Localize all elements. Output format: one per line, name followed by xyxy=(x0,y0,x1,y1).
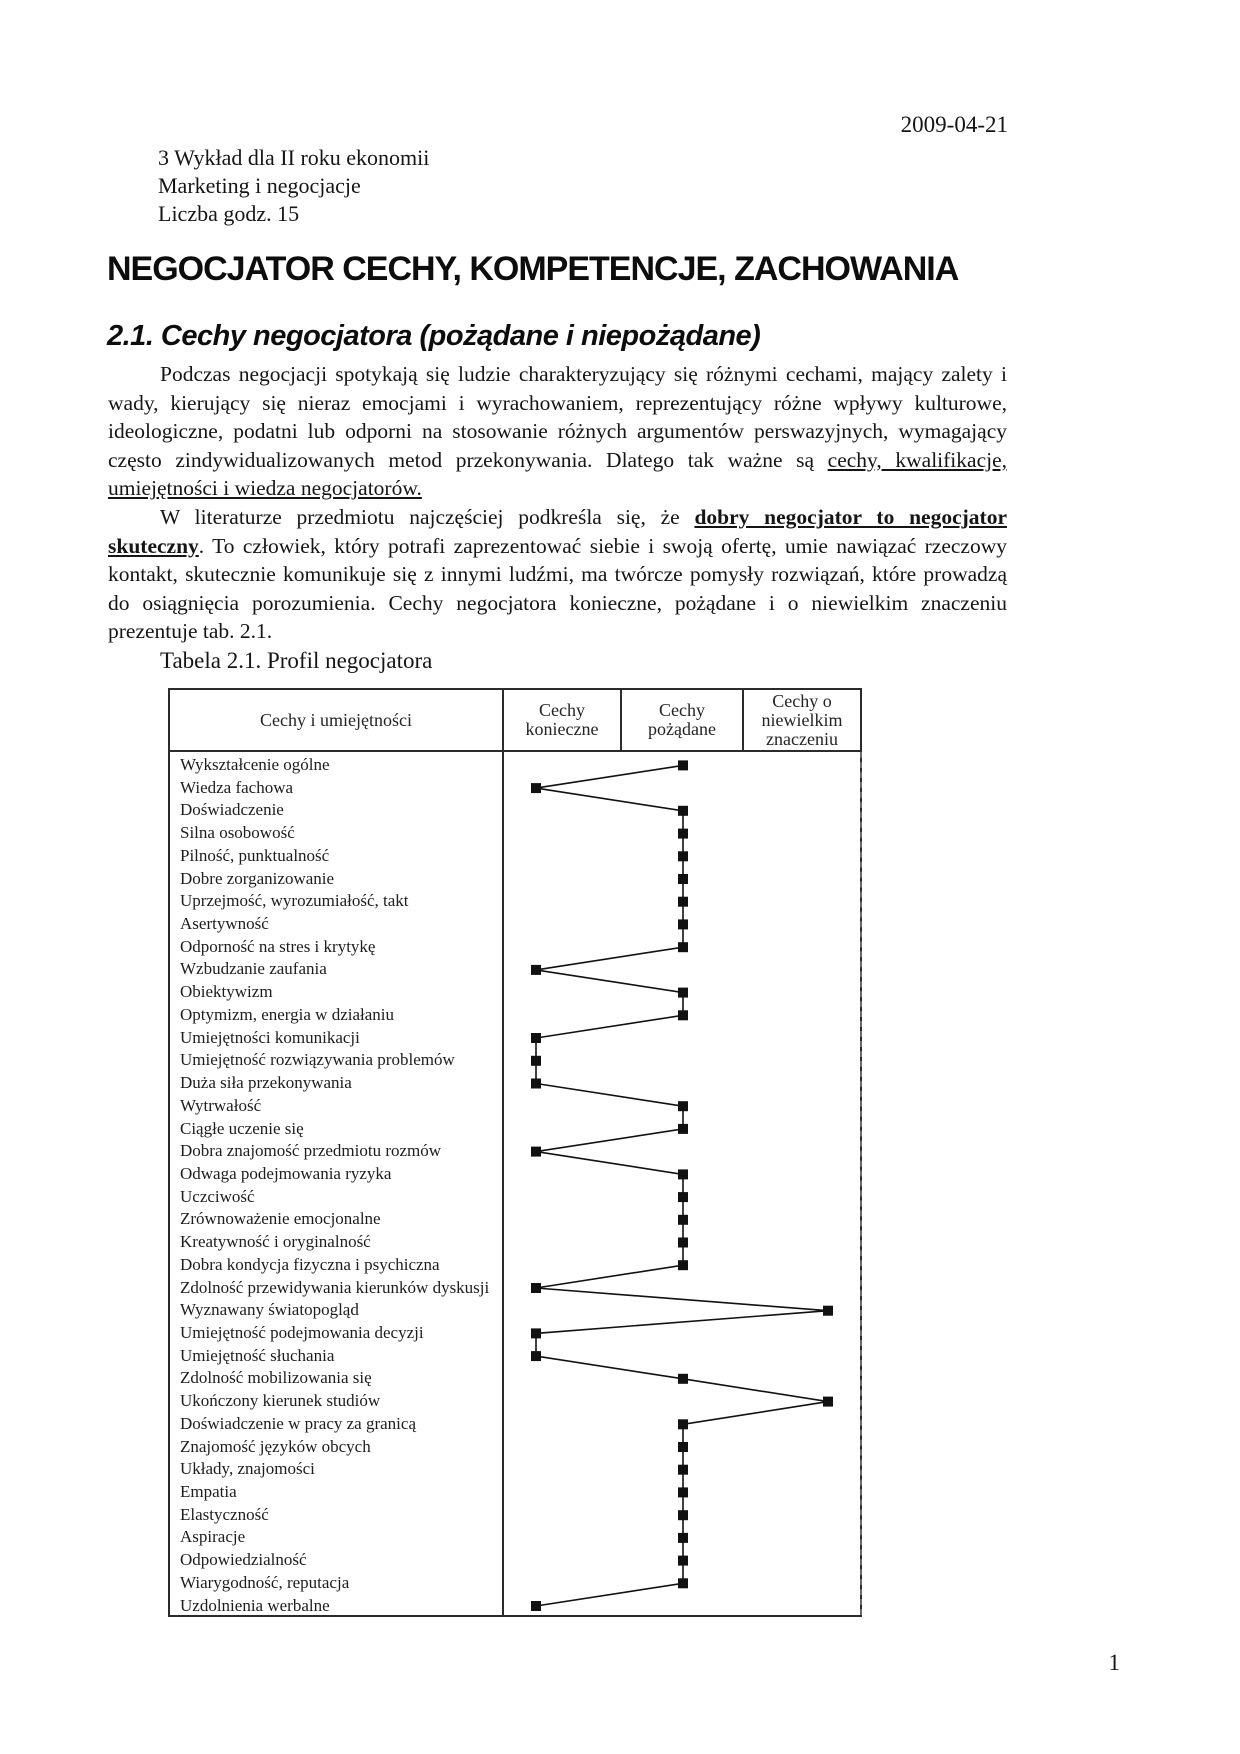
profile-marker xyxy=(531,1147,541,1157)
trait-row-label: Zrównoważenie emocjonalne xyxy=(180,1209,381,1229)
trait-row-label: Pilność, punktualność xyxy=(180,845,330,865)
col-header-desired: Cechy pożądane xyxy=(622,690,744,750)
profile-marker xyxy=(531,965,541,975)
course-info-line: Liczba godz. 15 xyxy=(158,201,300,226)
trait-row-label: Duża siła przekonywania xyxy=(180,1073,352,1093)
trait-row-label: Wyznawany światopogląd xyxy=(180,1300,359,1320)
profile-marker xyxy=(678,1010,688,1020)
trait-row-label: Umiejętność podejmowania decyzji xyxy=(180,1322,424,1342)
profile-marker xyxy=(678,988,688,998)
trait-row-label: Dobra znajomość przedmiotu rozmów xyxy=(180,1141,442,1161)
negotiator-profile-table xyxy=(168,688,862,1617)
profile-marker xyxy=(531,783,541,793)
text-segment: Podczas negocjacji spotykają się ludzie charakteryzujący się różnymi cechami, mający zalety i wady, kierujący się nieraz emocjami i wyrachowaniem, reprezentujący różne wpływy kulturowe, ideologiczne, podatni lub odporni na stosowanie różnych argumentów perswazyjnych, wymagający często zindywidualizowanych metod przekonywania. Dlatego tak ważne są xyxy=(108,362,1007,472)
trait-row-label: Silna osobowość xyxy=(180,823,295,843)
page-date: 2009-04-21 xyxy=(900,112,1008,137)
table-caption: Tabela 2.1. Profil negocjatora xyxy=(160,648,433,673)
profile-marker xyxy=(678,1578,688,1588)
trait-row-label: Aspiracje xyxy=(180,1527,246,1547)
trait-row-label: Kreatywność i oryginalność xyxy=(180,1232,371,1252)
profile-marker xyxy=(531,1033,541,1043)
table-header-row xyxy=(170,690,860,752)
profile-marker xyxy=(678,1510,688,1520)
text-segment: cechy, kwalifikacje, umiejętności i wiedza negocjatorów. xyxy=(108,447,1008,501)
paragraph xyxy=(108,360,1007,503)
profile-marker xyxy=(531,1351,541,1361)
profile-marker xyxy=(531,1601,541,1611)
profile-marker xyxy=(678,1419,688,1429)
text-segment: W literaturze przedmiotu najczęściej podkreśla się, że xyxy=(160,504,695,529)
trait-row-label: Znajomość języków obcych xyxy=(180,1436,371,1456)
trait-row-label: Doświadczenie xyxy=(180,800,284,820)
profile-marker xyxy=(531,1056,541,1066)
profile-marker xyxy=(678,1124,688,1134)
trait-row-label: Elastyczność xyxy=(180,1504,269,1524)
trait-row-label: Obiektywizm xyxy=(180,982,273,1002)
trait-row-label: Uzdolnienia werbalne xyxy=(180,1595,330,1615)
trait-row-label: Dobre zorganizowanie xyxy=(180,868,335,888)
trait-row-label: Doświadczenie w pracy za granicą xyxy=(180,1413,416,1433)
table-body xyxy=(170,752,860,1615)
profile-marker xyxy=(678,897,688,907)
trait-row-label: Wiedza fachowa xyxy=(180,777,294,797)
profile-marker xyxy=(678,1215,688,1225)
profile-marker xyxy=(678,851,688,861)
course-info-line: 3 Wykład dla II roku ekonomii xyxy=(158,145,430,170)
trait-row-label: Ukończony kierunek studiów xyxy=(180,1391,381,1411)
profile-marker xyxy=(678,1442,688,1452)
trait-row-label: Zdolność przewidywania kierunków dyskusji xyxy=(180,1277,490,1297)
profile-marker xyxy=(678,829,688,839)
trait-row-label: Wzbudzanie zaufania xyxy=(180,959,327,979)
profile-marker xyxy=(823,1306,833,1316)
trait-row-label: Wiarygodność, reputacja xyxy=(180,1572,350,1592)
profile-marker xyxy=(678,1374,688,1384)
profile-marker xyxy=(678,1465,688,1475)
page-number: 1 xyxy=(1108,1650,1120,1675)
profile-marker xyxy=(678,874,688,884)
profile-line xyxy=(536,765,828,1606)
profile-marker xyxy=(678,1238,688,1248)
trait-row-label: Empatia xyxy=(180,1482,237,1501)
col-header-necessary: Cechy konieczne xyxy=(504,690,622,750)
page-title: NEGOCJATOR CECHY, KOMPETENCJE, ZACHOWANIA xyxy=(107,250,959,288)
trait-row-label: Odwaga podejmowania ryzyka xyxy=(180,1163,392,1183)
profile-marker xyxy=(678,806,688,816)
profile-marker xyxy=(678,1487,688,1497)
trait-row-label: Ciągłe uczenie się xyxy=(180,1118,304,1138)
paragraph xyxy=(108,503,1007,646)
trait-row-label: Uprzejmość, wyrozumiałość, takt xyxy=(180,891,409,911)
text-segment: dobry negocjator to negocjator skuteczny xyxy=(108,504,1007,558)
profile-marker xyxy=(531,1283,541,1293)
trait-row-label: Asertywność xyxy=(180,914,269,934)
profile-marker xyxy=(678,919,688,929)
profile-marker xyxy=(678,760,688,770)
profile-marker xyxy=(678,1169,688,1179)
section-heading: 2.1. Cechy negocjatora (pożądane i niepożądane) xyxy=(107,320,761,352)
trait-row-label: Dobra kondycja fizyczna i psychiczna xyxy=(180,1254,440,1274)
profile-marker xyxy=(531,1079,541,1089)
trait-row-label: Uczciwość xyxy=(180,1186,255,1206)
trait-row-label: Umiejętności komunikacji xyxy=(180,1027,360,1047)
course-info xyxy=(158,144,429,228)
profile-marker xyxy=(678,942,688,952)
course-info-line: Marketing i negocjacje xyxy=(158,173,361,198)
text-segment: . To człowiek, który potrafi zaprezentować siebie i swoją ofertę, umie nawiązać rzeczowy kontakt, skutecznie komunikuje się z innymi ludźmi, ma twórcze pomysły rozwiązań, które prowadzą do osiągnięcia porozumienia. Cechy negocjatora konieczne, pożądane i o niewielkim znaczeniu prezentuje tab. 2.1. xyxy=(108,533,1007,644)
trait-row-label: Umiejętność rozwiązywania problemów xyxy=(180,1050,455,1070)
profile-marker xyxy=(678,1533,688,1543)
trait-row-label: Odporność na stres i krytykę xyxy=(180,936,376,956)
trait-row-label: Umiejętność słuchania xyxy=(180,1345,335,1365)
trait-row-label: Odpowiedzialność xyxy=(180,1550,307,1570)
trait-row-label: Układy, znajomości xyxy=(180,1459,315,1479)
body-text xyxy=(108,360,1007,646)
trait-row-label: Wytrwałość xyxy=(180,1095,262,1115)
profile-marker xyxy=(531,1328,541,1338)
col-header-minor-importance: Cechy o niewielkim znaczeniu xyxy=(761,690,843,749)
profile-line-chart xyxy=(170,752,864,1615)
trait-row-label: Wykształcenie ogólne xyxy=(180,755,330,774)
trait-row-label: Optymizm, energia w działaniu xyxy=(180,1004,395,1024)
profile-marker xyxy=(823,1397,833,1407)
trait-row-label: Zdolność mobilizowania się xyxy=(180,1368,372,1388)
profile-marker xyxy=(678,1556,688,1566)
profile-marker xyxy=(678,1260,688,1270)
col-header-traits: Cechy i umiejętności xyxy=(170,690,504,750)
profile-marker xyxy=(678,1192,688,1202)
profile-marker xyxy=(678,1101,688,1111)
